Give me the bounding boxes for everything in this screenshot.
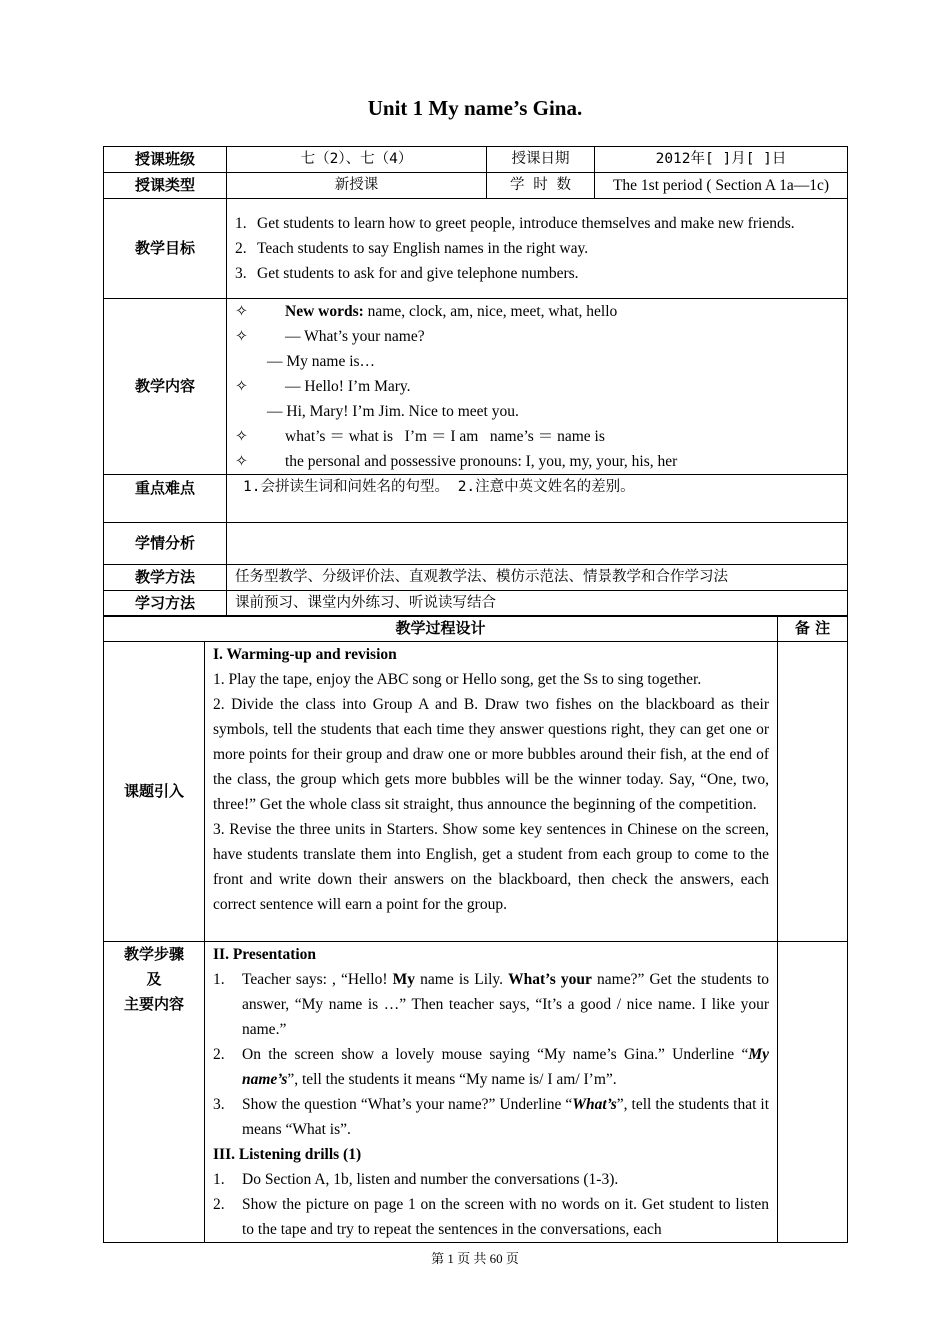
objective-item: 3. Get students to ask for and give telephone numbers. [235, 265, 579, 282]
process-header: 教学过程设计 [104, 616, 778, 642]
content-item: — Hi, Mary! I’m Jim. Nice to meet you. [267, 403, 519, 420]
period-label: 学 时 数 [487, 173, 595, 199]
warmup-item: 2. Divide the class into Group A and B. Draw two fishes on the blackboard as their symbols, tell the students that each time they answer questions right, they can get one or more points for their group and draw one or more bubbles around their fish, at the end of the class, the group which gets more bubbles will be the winner today. Say, “One, two, three!” Get the whole class sit straight, thus announce the beginning of the competition. [213, 696, 770, 813]
listening-title: III. Listening drills (1) [213, 1146, 362, 1163]
objectives-label: 教学目标 [104, 199, 227, 299]
class-label: 授课班级 [104, 147, 227, 173]
page-footer: 第 1 页 共 60 页 [431, 1251, 519, 1266]
teaching-methods-label: 教学方法 [104, 565, 227, 591]
objectives-list [235, 211, 838, 286]
warmup-title: I. Warming-up and revision [213, 646, 397, 663]
content-item: ✧ the personal and possessive pronouns: I, you, my, your, his, her [235, 453, 678, 470]
learning-methods-value: 课前预习、课堂内外练习、听说读写结合 [227, 591, 848, 617]
listening-item: 1. Do Section A, 1b, listen and number the conversations (1-3). [213, 1171, 619, 1188]
steps-label: 教学步骤 及 主要内容 [104, 942, 205, 1243]
type-label: 授课类型 [104, 173, 227, 199]
content-item: ✧ what’s ＝ what is I’m ＝ I am name’s ＝ name is [235, 428, 605, 445]
presentation-item: 1. Teacher says: , “Hello! My name is Lily. What’s your name?” Get the students to answer, “My name is …” Then teacher says, “It’s a good / nice name. I like your name.” [213, 971, 770, 1038]
listening-item: 2. Show the picture on page 1 on the screen with no words on it. Get student to listen to the tape and try to repeat the sentences in the conversations, each [213, 1196, 770, 1238]
warmup-item: 1. Play the tape, enjoy the ABC song or Hello song, get the Ss to sing together. [213, 671, 702, 688]
class-value: 七（2）、七（4） [227, 147, 487, 173]
content-item: ✧ — What’s your name? [235, 328, 425, 345]
presentation-item: 2. On the screen show a lovely mouse saying “My name’s Gina.” Underline “My name’s”, tell the students it means “My name is/ I am/ I’m”. [213, 1046, 770, 1088]
notes-header: 备 注 [778, 616, 848, 642]
content-item: ✧ New words: name, clock, am, nice, meet, what, hello [235, 303, 618, 320]
date-label: 授课日期 [487, 147, 595, 173]
objective-item: 2. Teach students to say English names in the right way. [235, 240, 589, 257]
teaching-methods-value: 任务型教学、分级评价法、直观教学法、模仿示范法、情景教学和合作学习法 [227, 565, 848, 591]
analysis-value [227, 523, 848, 565]
key-points-label: 重点难点 [104, 475, 227, 523]
intro-label: 课题引入 [104, 642, 205, 942]
content-item: ✧ — Hello! I’m Mary. [235, 378, 411, 395]
lesson-info-table [103, 146, 848, 617]
presentation-list [213, 967, 769, 1142]
content-list [235, 299, 839, 474]
type-value: 新授课 [227, 173, 487, 199]
presentation-title: II. Presentation [213, 946, 317, 963]
content-item: — My name is… [267, 353, 376, 370]
date-value: 2012年[ ]月[ ]日 [595, 147, 848, 173]
process-table [103, 615, 848, 1243]
key-points-value: 1.会拼读生词和问姓名的句型。 2.注意中英文姓名的差别。 [227, 475, 848, 523]
document-title: Unit 1 My name’s Gina. [367, 96, 583, 120]
objective-item: 1. Get students to learn how to greet people, introduce themselves and make new friends. [235, 215, 795, 232]
listening-list [213, 1167, 769, 1242]
content-label: 教学内容 [104, 299, 227, 475]
notes-cell [778, 642, 848, 942]
learning-methods-label: 学习方法 [104, 591, 227, 617]
presentation-item: 3. Show the question “What’s your name?” Underline “What’s”, tell the students that it means “What is”. [213, 1096, 770, 1138]
warmup-item: 3. Revise the three units in Starters. Show some key sentences in Chinese on the screen, have students translate them into English, get a student from each group to come to the front and write down their answers on the blackboard, then check the answers, each correct sentence will earn a point for the group. [213, 821, 770, 913]
period-value: The 1st period ( Section A 1a—1c) [595, 173, 848, 199]
analysis-label: 学情分析 [104, 523, 227, 565]
notes-cell [778, 942, 848, 1243]
